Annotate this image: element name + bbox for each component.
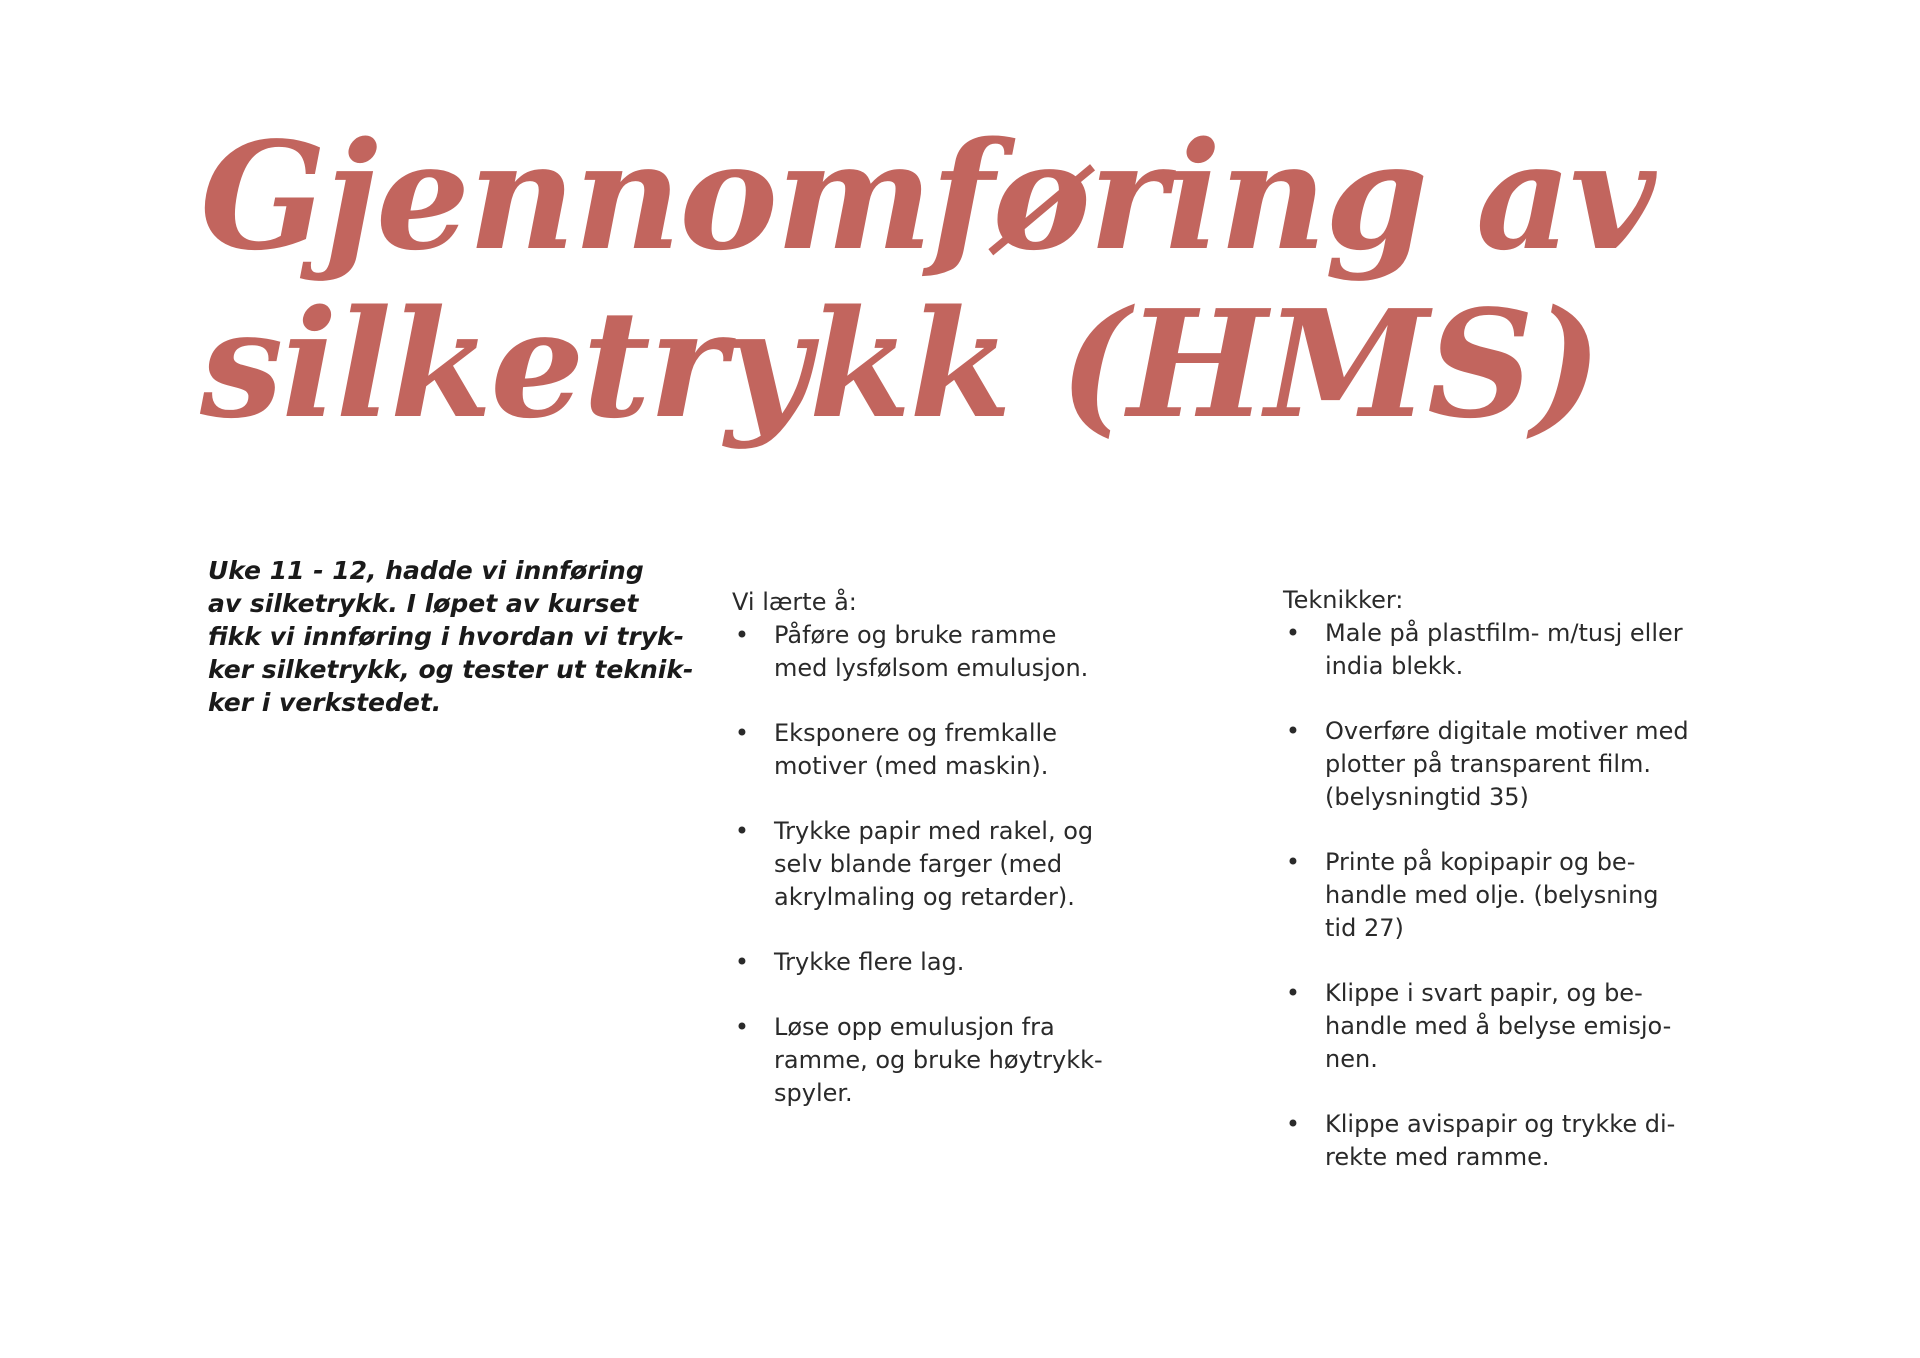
- bullet-icon: •: [734, 621, 750, 649]
- learned-heading: Vi lærte å:: [732, 588, 857, 616]
- bullet-icon: •: [734, 817, 750, 845]
- list-item: • Klippe avispapir og trykke di- rekte med ramme.: [1283, 1108, 1713, 1174]
- bullet-icon: •: [1285, 717, 1301, 745]
- intro-line: Uke 11 - 12, hadde vi innføring: [208, 556, 644, 585]
- techniques-heading: Teknikker:: [1283, 586, 1404, 614]
- bullet-icon: •: [1285, 979, 1301, 1007]
- list-item: • Påføre og bruke ramme med lysfølsom emulusjon.: [732, 619, 1152, 685]
- list-item: • Klippe i svart papir, og be- handle med å belyse emisjo- nen.: [1283, 977, 1713, 1076]
- bullet-icon: •: [734, 948, 750, 976]
- bullet-icon: •: [1285, 619, 1301, 647]
- page-title: [200, 109, 1700, 451]
- intro-line: ker silketrykk, og tester ut teknik-: [208, 655, 694, 684]
- intro-line: fikk vi innføring i hvordan vi tryk-: [208, 622, 685, 651]
- bullet-icon: •: [734, 719, 750, 747]
- intro-paragraph: [208, 554, 694, 719]
- intro-line: ker i verkstedet.: [208, 688, 442, 717]
- bullet-icon: •: [1285, 1110, 1301, 1138]
- list-item: • Printe på kopipapir og be- handle med olje. (belysning tid 27): [1283, 846, 1713, 945]
- learned-column: [732, 586, 1152, 1142]
- list-item: • Løse opp emulusjon fra ramme, og bruke høytrykk- spyler.: [732, 1011, 1152, 1110]
- techniques-column: [1283, 584, 1713, 1206]
- intro-line: av silketrykk. I løpet av kurset: [208, 589, 639, 618]
- learned-list: [732, 619, 1152, 1110]
- list-item: • Overføre digitale motiver med plotter på transparent film. (belysningtid 35): [1283, 715, 1713, 814]
- bullet-icon: •: [1285, 848, 1301, 876]
- list-item: • Male på plastfilm- m/tusj eller india blekk.: [1283, 617, 1713, 683]
- list-item: • Eksponere og fremkalle motiver (med maskin).: [732, 717, 1152, 783]
- title-line-1: Gjennomføring av: [200, 109, 1654, 283]
- list-item: • Trykke papir med rakel, og selv blande farger (med akrylmaling og retarder).: [732, 815, 1152, 914]
- list-item: • Trykke flere lag.: [732, 946, 1152, 979]
- title-line-2: silketrykk (HMS): [200, 277, 1601, 451]
- techniques-list: [1283, 617, 1713, 1174]
- bullet-icon: •: [734, 1013, 750, 1041]
